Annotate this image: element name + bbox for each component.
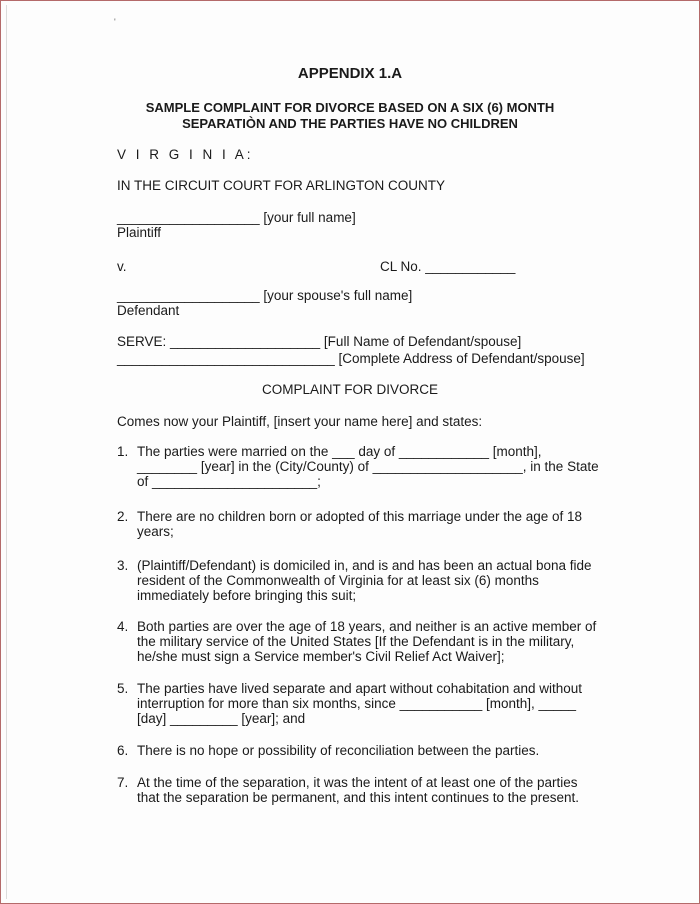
document-subtitle-line1: SAMPLE COMPLAINT FOR DIVORCE BASED ON A SIX (6) MONTH bbox=[145, 100, 555, 115]
defendant-name-line: ___________________ [your spouse's full name] bbox=[117, 288, 413, 303]
item-line: There is no hope or possibility of reconciliation between the parties. bbox=[137, 743, 540, 758]
item-line: of ______________________; bbox=[137, 474, 321, 489]
intro-paragraph: Comes now your Plaintiff, [insert your name here] and states: bbox=[117, 414, 483, 429]
item-line: Both parties are over the age of 18 years, and neither is an active member of bbox=[137, 619, 597, 634]
case-number-line: CL No. ____________ bbox=[380, 259, 516, 274]
list-item bbox=[137, 743, 539, 758]
item-line: There are no children born or adopted of this marriage under the age of 18 bbox=[137, 509, 583, 524]
item-number: 5. bbox=[117, 681, 129, 696]
item-line: [day] _________ [year]; and bbox=[137, 711, 306, 726]
versus-label: v. bbox=[117, 259, 127, 274]
item-line: The parties have lived separate and apart without cohabitation and without bbox=[137, 681, 583, 696]
item-number: 4. bbox=[117, 619, 129, 634]
document-subtitle-line2: SEPARATIÒN AND THE PARTIES HAVE NO CHILDREN bbox=[182, 116, 518, 131]
list-item bbox=[137, 619, 596, 664]
complaint-heading: COMPLAINT FOR DIVORCE bbox=[261, 382, 439, 397]
state-heading: V I R G I N I A: bbox=[117, 147, 254, 162]
item-line: he/she must sign a Service member's Civil Relief Act Waiver]; bbox=[137, 649, 505, 664]
item-line: the military service of the United States [If the Defendant is in the military, bbox=[137, 634, 575, 649]
list-item bbox=[137, 558, 592, 603]
item-number: 3. bbox=[117, 558, 129, 573]
item-number: 2. bbox=[117, 509, 129, 524]
item-number: 7. bbox=[117, 775, 129, 790]
document-title: APPENDIX 1.A bbox=[297, 65, 403, 82]
item-number: 6. bbox=[117, 743, 129, 758]
plaintiff-name-line: ___________________ [your full name] bbox=[117, 210, 356, 225]
stray-mark: ' bbox=[114, 17, 116, 27]
item-line: The parties were married on the ___ day of ____________ [month], bbox=[137, 444, 542, 459]
list-item bbox=[137, 775, 579, 805]
item-number: 1. bbox=[117, 444, 129, 459]
item-line: interruption for more than six months, since ___________ [month], _____ bbox=[137, 696, 577, 711]
defendant-label: Defendant bbox=[117, 303, 180, 318]
court-heading: IN THE CIRCUIT COURT FOR ARLINGTON COUNTY bbox=[117, 178, 446, 193]
item-line: resident of the Commonwealth of Virginia for at least six (6) months bbox=[137, 573, 539, 588]
list-item bbox=[137, 509, 582, 539]
item-line: that the separation be permanent, and this intent continues to the present. bbox=[137, 790, 580, 805]
list-item bbox=[137, 444, 599, 489]
plaintiff-label: Plaintiff bbox=[117, 225, 162, 240]
item-line: immediately before bringing this suit; bbox=[137, 588, 357, 603]
item-line: (Plaintiff/Defendant) is domiciled in, and is and has been an actual bona fide bbox=[137, 558, 592, 573]
item-line: years; bbox=[137, 524, 174, 539]
item-line: At the time of the separation, it was the intent of at least one of the parties bbox=[137, 775, 578, 790]
serve-line-2: _____________________________ [Complete Address of Defendant/spouse] bbox=[117, 351, 585, 366]
item-line: ________ [year] in the (City/County) of ____________________, in the State bbox=[137, 459, 599, 474]
serve-line-1: SERVE: ____________________ [Full Name of Defendant/spouse] bbox=[117, 334, 522, 349]
list-item bbox=[137, 681, 582, 726]
